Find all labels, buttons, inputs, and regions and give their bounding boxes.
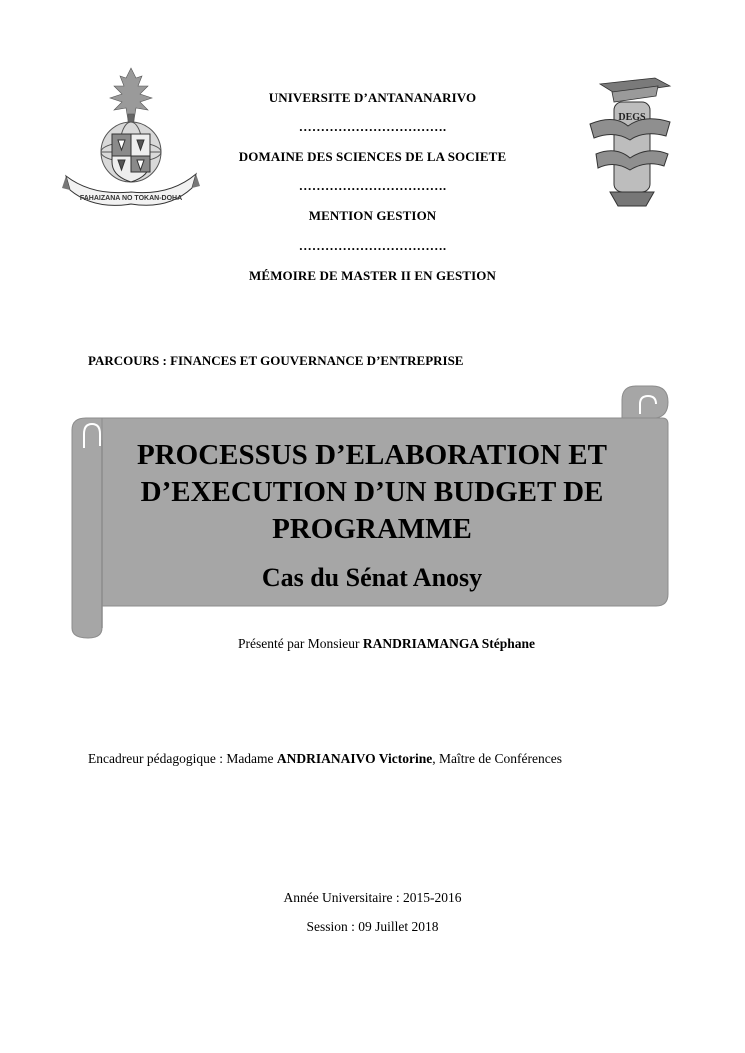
- memoire-title: MÉMOIRE DE MASTER II EN GESTION: [249, 268, 496, 283]
- dotted-separator: …………………………….: [298, 119, 447, 134]
- emblem-motto: FAHAIZANA NO TOKAN-DOHA: [79, 195, 183, 202]
- dotted-separator: …………………………….: [298, 178, 447, 193]
- svg-text:DEGS: DEGS: [618, 112, 646, 123]
- thesis-title: [102, 437, 642, 548]
- thesis-title-line-1: PROCESSUS D’ELABORATION ET: [136, 439, 607, 471]
- university-name: UNIVERSITE D’ANTANANARIVO: [268, 90, 477, 105]
- thesis-subtitle: Cas du Sénat Anosy: [261, 563, 483, 592]
- author-name: RANDRIAMANGA Stéphane: [362, 636, 535, 651]
- thesis-title-line-3: PROGRAMME: [272, 513, 472, 545]
- supervisor-title: , Maître de Conférences: [432, 751, 562, 766]
- domain-name: DOMAINE DES SCIENCES DE LA SOCIETE: [238, 149, 507, 164]
- mention-name: MENTION GESTION: [308, 208, 437, 223]
- session-date: Session : 09 Juillet 2018: [306, 919, 439, 934]
- academic-year: Année Universitaire : 2015-2016: [283, 890, 462, 905]
- dotted-separator: …………………………….: [298, 238, 447, 253]
- supervisor-name: ANDRIANAIVO Victorine: [276, 751, 433, 766]
- thesis-title-line-2: D’EXECUTION D’UN BUDGET DE: [140, 476, 604, 508]
- presented-by: [0, 636, 745, 652]
- parcours-label: PARCOURS : FINANCES ET GOUVERNANCE D’ENTREPRISE: [88, 353, 464, 368]
- supervisor: [88, 751, 562, 767]
- supervisor-prefix: Encadreur pédagogique : Madame: [88, 751, 277, 766]
- presented-by-prefix: Présenté par Monsieur: [238, 636, 363, 651]
